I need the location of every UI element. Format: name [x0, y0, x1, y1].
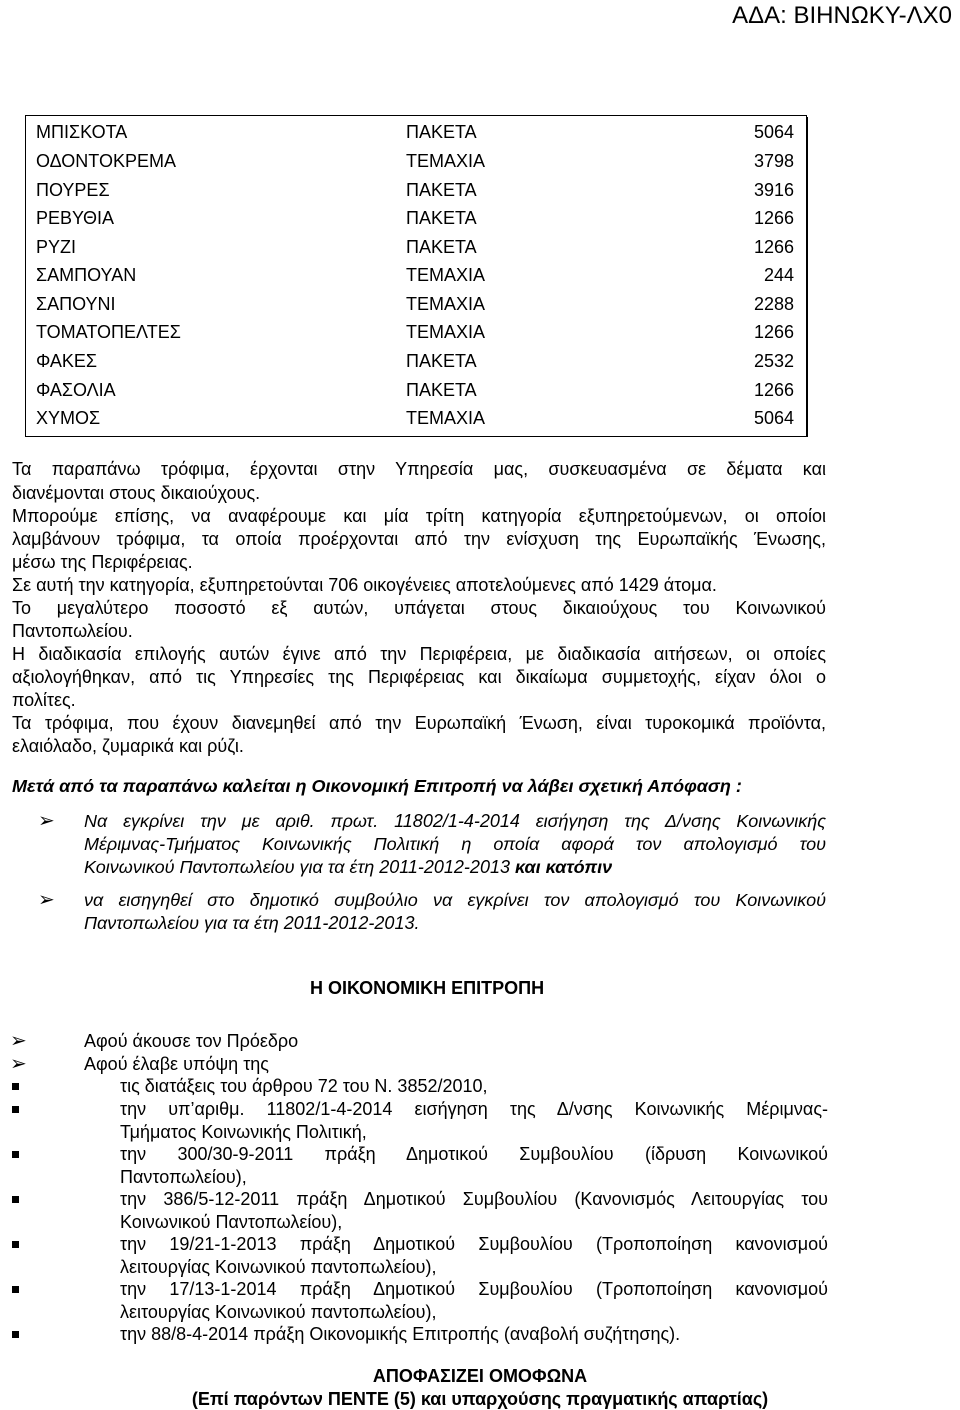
arrow-item-bold: και κατόπιν	[509, 857, 613, 877]
considered-item: λειτουργίας Κοινωνικού παντοπωλείου),	[120, 1302, 437, 1322]
square-bullet-icon	[12, 1151, 19, 1158]
arrow-item-line: Να εγκρίνει την με αριθ. πρωτ. 11802/1-4-2014 εισήγηση της Δ/νσης Κοινωνικής	[84, 811, 826, 831]
item-name: ΣΑΠΟΥΝΙ	[36, 294, 116, 314]
item-qty: 5064	[753, 408, 794, 428]
item-name: ΦΑΣΟΛΙΑ	[36, 380, 116, 400]
item-qty: 244	[763, 265, 794, 285]
table-row	[26, 265, 808, 293]
considered-item: την 386/5-12-2011 πράξη Δημοτικού Συμβουλίου (Κανονισμός Λειτουργίας του	[120, 1189, 828, 1209]
item-unit: ΠΑΚΕΤΑ	[406, 237, 477, 257]
item-qty: 1266	[753, 322, 794, 342]
item-unit: ΤΕΜΑΧΙΑ	[406, 322, 486, 342]
square-bullet-icon	[12, 1241, 19, 1248]
considered-item: την 300/30-9-2011 πράξη Δημοτικού Συμβουλίου (ίδρυση Κοινωνικού	[120, 1144, 828, 1164]
item-name: ΧΥΜΟΣ	[36, 408, 101, 428]
table-row	[26, 351, 808, 379]
arrow-item-line	[84, 856, 826, 879]
considered-item: την 17/13-1-2014 πράξη Δημοτικού Συμβουλίου (Τροποποίηση κανονισμού	[120, 1279, 828, 1299]
item-unit: ΤΕΜΑΧΙΑ	[406, 265, 486, 285]
square-bullet-icon	[12, 1331, 19, 1338]
square-bullet-icon	[12, 1083, 19, 1090]
paragraph-line: Παντοπωλείου.	[12, 621, 133, 641]
committee-title: Η ΟΙΚΟΝΟΜΙΚΗ ΕΠΙΤΡΟΠΗ	[310, 978, 545, 998]
table-row	[26, 237, 808, 265]
item-unit: ΠΑΚΕΤΑ	[406, 180, 477, 200]
goods-table	[25, 115, 807, 437]
item-unit: ΠΑΚΕΤΑ	[406, 351, 477, 371]
table-row	[26, 322, 808, 350]
item-qty: 3798	[753, 151, 794, 171]
arrow-item-line: Μέριμνας-Τμήματος Κοινωνικής Πολιτική η οποία αφορά τον απολογισμό του	[84, 834, 826, 854]
item-name: ΣΑΜΠΟΥΑΝ	[36, 265, 137, 285]
paragraph-line: Η διαδικασία επιλογής αυτών έγινε από την Περιφέρεια, με διαδικασία αιτήσεων, οι οποίες	[12, 644, 826, 664]
arrow-item-line: να εισηγηθεί στο δημοτικό συμβούλιο να εγκρίνει τον απολογισμό του Κοινωνικού	[84, 890, 826, 910]
square-bullet-icon	[12, 1106, 19, 1113]
table-row	[26, 208, 808, 236]
considered-item: λειτουργίας Κοινωνικού παντοπωλείου),	[120, 1257, 437, 1277]
item-unit: ΤΕΜΑΧΙΑ	[406, 294, 486, 314]
item-unit: ΤΕΜΑΧΙΑ	[406, 408, 486, 428]
table-row	[26, 151, 808, 179]
item-name: ΡΕΒΥΘΙΑ	[36, 208, 115, 228]
paragraph-line: Το μεγαλύτερο ποσοστό εξ αυτών, υπάγεται στους δικαιούχους του Κοινωνικού	[12, 598, 826, 618]
considered-item: την 88/8-4-2014 πράξη Οικονομικής Επιτροπής (αναβολή συζήτησης).	[120, 1324, 681, 1344]
paragraph-line: Σε αυτή την κατηγορία, εξυπηρετούνται 706 οικογένειες αποτελούμενες από 1429 άτομα.	[12, 575, 717, 595]
table-row	[26, 294, 808, 322]
arrow-item-line: Παντοπωλείου για τα έτη 2011-2012-2013.	[84, 913, 420, 933]
item-unit: ΠΑΚΕΤΑ	[406, 380, 477, 400]
table-row	[26, 122, 808, 150]
paragraph-line: Τα παραπάνω τρόφιμα, έρχονται στην Υπηρεσία μας, συσκευασμένα σε δέματα και	[12, 459, 826, 479]
considered-item: Τμήματος Κοινωνικής Πολιτική,	[120, 1122, 367, 1142]
after-line: Αφού έλαβε υπόψη της	[84, 1054, 269, 1074]
arrow-bullet-icon: ➢	[10, 1053, 27, 1075]
paragraph-line: μέσω της Περιφέρειας.	[12, 552, 193, 572]
table-row	[26, 408, 808, 436]
considered-item: τις διατάξεις του άρθρου 72 του Ν. 3852/2010,	[120, 1076, 488, 1096]
item-name: ΦΑΚΕΣ	[36, 351, 97, 371]
item-unit: ΠΑΚΕΤΑ	[406, 208, 477, 228]
paragraph-line: διανέμονται στους δικαιούχους.	[12, 483, 261, 503]
item-qty: 3916	[753, 180, 794, 200]
table-row	[26, 180, 808, 208]
arrow-bullet-icon: ➢	[38, 810, 55, 832]
paragraph-line: Τα τρόφιμα, που έχουν διανεμηθεί από την Ευρωπαϊκή Ένωση, είναι τυροκομικά προϊόντα,	[12, 713, 826, 733]
item-name: ΤΟΜΑΤΟΠΕΛΤΕΣ	[36, 322, 181, 342]
item-unit: ΠΑΚΕΤΑ	[406, 122, 477, 142]
paragraph-line: αξιολογήθηκαν, από τις Υπηρεσίες της Περιφέρειας και δικαίωμα συμμετοχής, είχαν όλοι ο	[12, 667, 826, 687]
item-name: ΠΟΥΡΕΣ	[36, 180, 110, 200]
item-name: ΡΥΖΙ	[36, 237, 77, 257]
square-bullet-icon	[12, 1286, 19, 1293]
item-name: ΜΠΙΣΚΟΤΑ	[36, 122, 128, 142]
item-qty: 2288	[753, 294, 794, 314]
arrow-bullet-icon: ➢	[38, 889, 55, 911]
item-qty: 5064	[753, 122, 794, 142]
item-qty: 1266	[753, 208, 794, 228]
considered-item: Παντοπωλείου),	[120, 1167, 247, 1187]
item-qty: 1266	[753, 237, 794, 257]
after-line: Αφού άκουσε τον Πρόεδρο	[84, 1031, 299, 1051]
arrow-item-text: Κοινωνικού Παντοπωλείου για τα έτη 2011-2012-2013	[84, 857, 510, 877]
decision-title: ΑΠΟΦΑΣΙΖΕΙ ΟΜΟΦΩΝΑ	[372, 1366, 588, 1386]
considered-item: την 19/21-1-2013 πράξη Δημοτικού Συμβουλίου (Τροποποίηση κανονισμού	[120, 1234, 828, 1254]
paragraph-line: λαμβάνουν τρόφιμα, τα οποία προέρχονται από την ενίσχυση της Ευρωπαϊκής Ένωσης,	[12, 529, 826, 549]
ada-code: ΑΔΑ: ΒΙΗΝΩΚΥ-ΛΧ0	[732, 2, 952, 29]
paragraph-line: πολίτες.	[12, 690, 76, 710]
arrow-bullet-icon: ➢	[10, 1030, 27, 1052]
item-name: ΟΔΟΝΤΟΚΡΕΜΑ	[36, 151, 176, 171]
item-qty: 2532	[753, 351, 794, 371]
item-qty: 1266	[753, 380, 794, 400]
decision-quorum: (Επί παρόντων ΠΕΝΤΕ (5) και υπαρχούσης πραγματικής απαρτίας)	[191, 1389, 769, 1409]
table-row	[26, 380, 808, 408]
paragraph-line: ελαιόλαδο, ζυμαρικά και ρύζι.	[12, 736, 244, 756]
call-heading: Μετά από τα παραπάνω καλείται η Οικονομική Επιτροπή να λάβει σχετική Απόφαση :	[12, 776, 742, 796]
square-bullet-icon	[12, 1196, 19, 1203]
considered-item: την υπ’αριθμ. 11802/1-4-2014 εισήγηση της Δ/νσης Κοινωνικής Μέριμνας-	[120, 1099, 828, 1119]
item-unit: ΤΕΜΑΧΙΑ	[406, 151, 486, 171]
paragraph-line: Μπορούμε επίσης, να αναφέρουμε και μία τρίτη κατηγορία εξυπηρετούμενων, οι οποίοι	[12, 506, 826, 526]
considered-item: Κοινωνικού Παντοπωλείου),	[120, 1212, 343, 1232]
